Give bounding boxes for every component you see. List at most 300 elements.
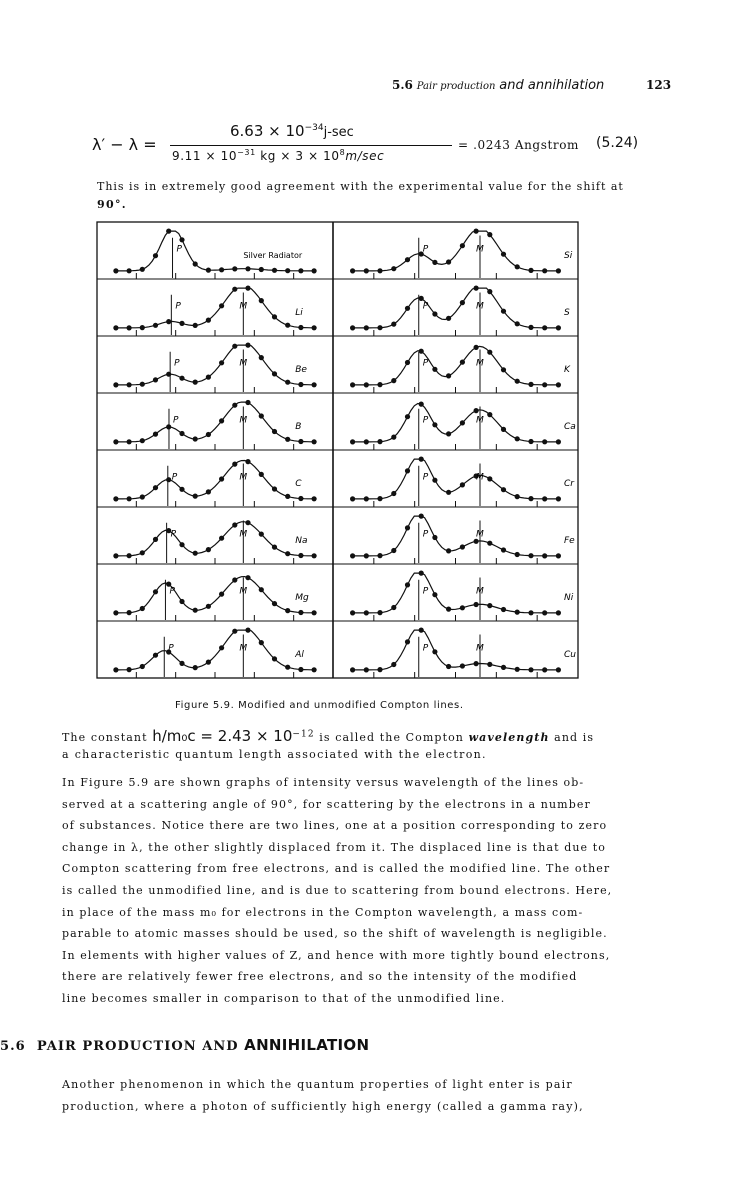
denominator-part-a: 9.11 × 10: [172, 149, 238, 163]
data-point: [446, 490, 451, 495]
data-point: [419, 402, 424, 407]
data-point: [542, 382, 547, 387]
paragraph-2-line: of substances. Notice there are two lines, one at a position corresponding to zero: [62, 819, 608, 833]
data-point: [272, 371, 277, 376]
data-point: [232, 403, 237, 408]
final-paragraph-line-1: Another phenomenon in which the quantum properties of light enter is pair: [62, 1078, 573, 1091]
intensity-curve: [353, 516, 559, 556]
data-point: [298, 553, 303, 558]
data-point: [432, 535, 437, 540]
data-point: [127, 325, 132, 330]
paragraph-2-line: In elements with higher values of Z, and hence with more tightly bound electrons,: [62, 948, 611, 962]
data-point: [219, 267, 224, 272]
intensity-curve: [116, 461, 314, 499]
figure-caption: Figure 5.9. Modified and unmodified Compton lines.: [175, 700, 464, 711]
data-point: [245, 520, 250, 525]
data-point: [113, 439, 118, 444]
data-point: [556, 553, 561, 558]
data-point: [460, 243, 465, 248]
data-point: [542, 553, 547, 558]
data-point: [232, 522, 237, 527]
data-point: [153, 653, 158, 658]
paragraph-2-line: Compton scattering from free electrons, and is called the modified line. The other: [62, 862, 611, 876]
data-point: [166, 477, 171, 482]
denominator-exponent-1: −31: [237, 148, 256, 157]
data-point: [405, 414, 410, 419]
panel-element-label: S: [564, 308, 570, 318]
m-label: M: [476, 358, 484, 369]
data-point: [312, 382, 317, 387]
data-point: [272, 601, 277, 606]
data-point: [542, 268, 547, 273]
figure-labels: [168, 244, 576, 660]
data-point: [405, 306, 410, 311]
data-point: [179, 237, 184, 242]
paragraph-2-line: change in λ, the other slightly displaced from it. The displaced line is that due to: [62, 840, 607, 854]
equation-result: = .0243 Angstrom: [458, 138, 580, 152]
data-point: [153, 432, 158, 437]
p1-text-b: is called the Compton: [319, 731, 464, 744]
data-point: [219, 592, 224, 597]
data-point: [364, 553, 369, 558]
data-point: [364, 667, 369, 672]
m-label: M: [239, 586, 248, 597]
data-point: [377, 382, 382, 387]
panel-element-label: Silver Radiator: [243, 251, 303, 260]
data-point: [515, 379, 520, 384]
data-point: [113, 382, 118, 387]
data-point: [153, 323, 158, 328]
data-point: [350, 610, 355, 615]
intensity-curve: [353, 459, 559, 499]
m-label: M: [239, 529, 248, 540]
p-label: P: [422, 643, 429, 654]
data-point: [298, 325, 303, 330]
intensity-curve: [353, 573, 559, 613]
m-label: M: [476, 586, 484, 597]
data-point: [419, 457, 424, 462]
data-point: [245, 286, 250, 291]
p-label: P: [422, 415, 429, 426]
data-point: [528, 610, 533, 615]
m-label: M: [239, 415, 248, 426]
intensity-curve: [116, 402, 314, 442]
section-heading-title-b: ANNIHILATION: [244, 1036, 370, 1054]
data-point: [232, 629, 237, 634]
data-point: [419, 628, 424, 633]
data-point: [487, 662, 492, 667]
data-point: [127, 610, 132, 615]
denominator-part-c: m/sec: [345, 149, 385, 163]
data-point: [127, 496, 132, 501]
data-point: [391, 662, 396, 667]
data-point: [285, 323, 290, 328]
data-point: [377, 667, 382, 672]
intensity-curve: [353, 231, 559, 271]
data-point: [298, 667, 303, 672]
data-point: [206, 318, 211, 323]
data-point: [312, 325, 317, 330]
data-point: [460, 605, 465, 610]
data-point: [193, 665, 198, 670]
data-point: [474, 345, 479, 350]
panel-element-label: B: [295, 422, 302, 432]
data-point: [391, 605, 396, 610]
m-label: M: [476, 472, 484, 483]
p1-text-c: and is: [554, 731, 595, 744]
data-point: [556, 268, 561, 273]
data-point: [419, 296, 424, 301]
data-point: [460, 482, 465, 487]
data-point: [528, 553, 533, 558]
data-point: [419, 349, 424, 354]
data-point: [542, 610, 547, 615]
data-point: [206, 604, 211, 609]
p-label: P: [422, 244, 429, 255]
data-point: [113, 496, 118, 501]
paragraph-2-line: served at a scattering angle of 90°, for scattering by the electrons in a number: [62, 797, 591, 811]
data-point: [312, 439, 317, 444]
data-point: [272, 429, 277, 434]
data-point: [460, 360, 465, 365]
data-point: [312, 268, 317, 273]
data-point: [515, 264, 520, 269]
data-point: [193, 551, 198, 556]
data-point: [245, 575, 250, 580]
p-label: P: [170, 529, 177, 540]
data-point: [377, 496, 382, 501]
panel-element-label: Al: [295, 650, 304, 660]
data-point: [487, 232, 492, 237]
p-label: P: [422, 472, 429, 483]
data-point: [312, 553, 317, 558]
data-point: [285, 380, 290, 385]
data-point: [113, 553, 118, 558]
intensity-curve: [116, 288, 314, 328]
data-point: [515, 667, 520, 672]
panel-element-label: Na: [295, 536, 308, 546]
data-point: [179, 661, 184, 666]
data-point: [166, 319, 171, 324]
data-point: [350, 268, 355, 273]
data-point: [377, 268, 382, 273]
data-point: [272, 656, 277, 661]
p-label: P: [422, 301, 429, 312]
data-point: [364, 439, 369, 444]
p-label: P: [175, 301, 181, 312]
intensity-curve: [353, 630, 559, 670]
data-point: [432, 260, 437, 265]
data-point: [245, 628, 250, 633]
data-point: [432, 649, 437, 654]
data-point: [556, 325, 561, 330]
p-label: P: [422, 586, 429, 597]
data-point: [259, 413, 264, 418]
data-point: [501, 309, 506, 314]
data-point: [556, 439, 561, 444]
p-label: P: [176, 244, 182, 255]
data-point: [285, 608, 290, 613]
data-point: [140, 438, 145, 443]
data-point: [364, 325, 369, 330]
data-point: [528, 496, 533, 501]
panel-element-label: Li: [295, 308, 303, 318]
compton-wavelength-term: wavelength: [468, 731, 550, 744]
data-point: [259, 298, 264, 303]
p1-text-a: The constant: [62, 731, 148, 744]
data-point: [474, 539, 479, 544]
data-point: [166, 229, 171, 234]
data-point: [113, 325, 118, 330]
data-point: [127, 553, 132, 558]
data-point: [487, 603, 492, 608]
m-label: M: [476, 244, 484, 255]
paragraph-2-line: in place of the mass m₀ for electrons in the Compton wavelength, a mass com-: [62, 905, 584, 919]
data-point: [474, 229, 479, 234]
data-point: [219, 645, 224, 650]
data-point: [298, 496, 303, 501]
data-point: [528, 268, 533, 273]
data-point: [245, 266, 250, 271]
data-point: [140, 664, 145, 669]
data-point: [487, 289, 492, 294]
data-point: [474, 286, 479, 291]
data-point: [501, 547, 506, 552]
data-point: [405, 468, 410, 473]
panel-element-label: Fe: [564, 536, 575, 546]
data-point: [272, 314, 277, 319]
data-point: [272, 545, 277, 550]
data-point: [298, 382, 303, 387]
data-point: [501, 427, 506, 432]
m-label: M: [239, 358, 248, 369]
paragraph-2: [62, 772, 612, 1010]
final-paragraph-line-2: production, where a photon of sufficiently high energy (called a gamma ray),: [62, 1100, 584, 1113]
p-label: P: [422, 529, 429, 540]
data-point: [528, 325, 533, 330]
data-point: [474, 602, 479, 607]
paragraph-2-line: there are relatively fewer free electrons, and so the intensity of the modified: [62, 970, 578, 984]
numerator-exponent: −34: [304, 123, 324, 133]
data-point: [515, 552, 520, 557]
data-point: [140, 606, 145, 611]
data-point: [446, 431, 451, 436]
data-point: [232, 462, 237, 467]
data-point: [515, 494, 520, 499]
p-label: P: [168, 643, 174, 654]
data-point: [528, 667, 533, 672]
data-point: [140, 494, 145, 499]
data-point: [391, 548, 396, 553]
paragraph-2-line: line becomes smaller in comparison to that of the unmodified line.: [62, 991, 506, 1005]
intensity-curve: [353, 404, 559, 442]
data-point: [232, 577, 237, 582]
equation-lhs: λ′ − λ =: [92, 135, 157, 154]
data-point: [312, 496, 317, 501]
data-point: [501, 665, 506, 670]
data-point: [219, 476, 224, 481]
paragraph-1-line-1: [62, 727, 594, 745]
data-point: [556, 667, 561, 672]
panel-element-label: K: [564, 365, 570, 375]
p-label: P: [172, 415, 179, 426]
data-point: [140, 382, 145, 387]
data-point: [405, 525, 410, 530]
data-point: [501, 367, 506, 372]
data-point: [179, 376, 184, 381]
data-point: [113, 667, 118, 672]
data-point: [446, 548, 451, 553]
data-point: [446, 664, 451, 669]
data-point: [259, 587, 264, 592]
data-point: [391, 435, 396, 440]
data-point: [232, 266, 237, 271]
data-point: [364, 496, 369, 501]
compton-constant: h/m₀c = 2.43 × 10: [152, 727, 293, 745]
data-point: [219, 536, 224, 541]
data-point: [501, 607, 506, 612]
data-point: [350, 496, 355, 501]
data-point: [350, 325, 355, 330]
data-point: [153, 589, 158, 594]
data-point: [285, 665, 290, 670]
data-point: [206, 268, 211, 273]
section-heading-number: 5.6: [0, 1039, 26, 1054]
panel-element-label: Si: [564, 251, 573, 261]
header-section-title: Pair production: [416, 81, 496, 92]
data-point: [285, 268, 290, 273]
data-point: [446, 373, 451, 378]
data-point: [542, 439, 547, 444]
data-point: [206, 375, 211, 380]
data-point: [377, 553, 382, 558]
data-point: [487, 412, 492, 417]
data-point: [272, 486, 277, 491]
data-point: [312, 610, 317, 615]
data-point: [127, 439, 132, 444]
data-point: [364, 268, 369, 273]
data-point: [487, 476, 492, 481]
data-point: [446, 607, 451, 612]
data-point: [245, 343, 250, 348]
data-point: [219, 360, 224, 365]
data-point: [140, 267, 145, 272]
data-point: [312, 667, 317, 672]
data-point: [528, 439, 533, 444]
m-label: M: [476, 643, 484, 654]
data-point: [391, 378, 396, 383]
data-point: [232, 344, 237, 349]
m-label: M: [239, 472, 248, 483]
data-point: [391, 491, 396, 496]
data-point: [432, 478, 437, 483]
data-point: [285, 551, 290, 556]
data-point: [193, 380, 198, 385]
data-point: [377, 325, 382, 330]
data-point: [206, 547, 211, 552]
data-point: [419, 571, 424, 576]
data-point: [515, 436, 520, 441]
data-point: [193, 323, 198, 328]
data-point: [350, 667, 355, 672]
p-label: P: [174, 358, 180, 369]
m-label: M: [476, 415, 484, 426]
data-point: [285, 494, 290, 499]
data-point: [377, 439, 382, 444]
data-point: [542, 496, 547, 501]
data-point: [556, 496, 561, 501]
paragraph-2-line: is called the unmodified line, and is due to scattering from bound electrons. Here,: [62, 883, 613, 897]
data-point: [193, 494, 198, 499]
intensity-curve: [116, 345, 314, 385]
data-point: [206, 660, 211, 665]
compton-constant-exponent: −12: [292, 729, 315, 740]
data-point: [127, 268, 132, 273]
intensity-curve: [116, 630, 314, 670]
data-point: [219, 303, 224, 308]
data-point: [127, 667, 132, 672]
m-label: M: [239, 301, 248, 312]
data-point: [350, 382, 355, 387]
data-point: [298, 268, 303, 273]
data-point: [350, 553, 355, 558]
data-point: [515, 321, 520, 326]
intensity-curve: [353, 288, 559, 328]
data-point: [501, 487, 506, 492]
data-point: [219, 418, 224, 423]
data-point: [153, 485, 158, 490]
data-point: [153, 377, 158, 382]
data-point: [245, 459, 250, 464]
data-point: [232, 287, 237, 292]
m-label: M: [476, 301, 484, 312]
data-point: [113, 610, 118, 615]
data-point: [405, 639, 410, 644]
panel-element-label: Cu: [564, 650, 576, 660]
data-point: [153, 253, 158, 258]
data-point: [419, 514, 424, 519]
data-point: [528, 382, 533, 387]
data-point: [193, 608, 198, 613]
data-point: [350, 439, 355, 444]
data-point: [179, 599, 184, 604]
data-point: [487, 541, 492, 546]
data-point: [542, 325, 547, 330]
data-point: [179, 487, 184, 492]
data-point: [364, 382, 369, 387]
panel-element-label: Cr: [564, 479, 574, 489]
figure-curves: [113, 229, 561, 679]
data-point: [501, 252, 506, 257]
data-point: [474, 408, 479, 413]
intro-line-2: 90°.: [97, 198, 127, 211]
data-point: [432, 422, 437, 427]
header-section-title-b: and annihilation: [499, 78, 605, 93]
panel-element-label: Be: [295, 365, 307, 375]
intensity-curve: [116, 522, 314, 556]
paragraph-2-line: parable to atomic masses should be used, so the shift of wavelength is negligible.: [62, 927, 608, 941]
data-point: [405, 582, 410, 587]
section-heading-title-a: PAIR PRODUCTION AND: [36, 1039, 239, 1054]
panel-element-label: Ni: [564, 593, 574, 603]
data-point: [515, 610, 520, 615]
intensity-curve: [353, 346, 559, 385]
p-label: P: [169, 586, 175, 597]
numerator-value: 6.63 × 10: [230, 122, 305, 140]
data-point: [259, 532, 264, 537]
data-point: [298, 439, 303, 444]
data-point: [432, 592, 437, 597]
